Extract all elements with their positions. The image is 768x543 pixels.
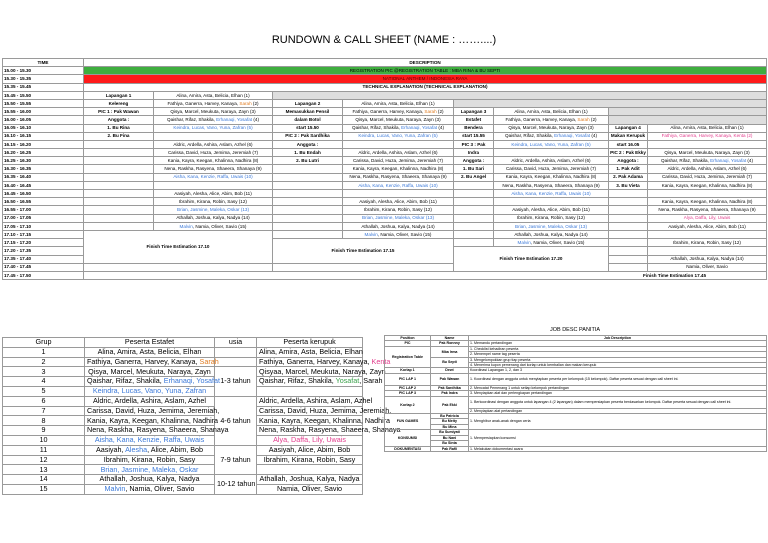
group-cell bbox=[343, 108, 454, 116]
group-cell: Nena, Raskha, Rasyena, Shaeera, Shanaya (9) bbox=[343, 173, 454, 181]
table-cell: Erhanaqi, Yosafat bbox=[710, 158, 747, 164]
group-cell bbox=[494, 116, 609, 124]
table-cell: Bu Nani bbox=[431, 435, 469, 440]
table-cell: Koordinasi Lapangan 1, 2, dan 3 bbox=[469, 368, 767, 373]
table-cell: (2) bbox=[436, 108, 444, 114]
rundown-table bbox=[2, 58, 767, 280]
table-cell: 11 bbox=[3, 445, 85, 455]
lap2-label: Memasukkan Pensil bbox=[273, 108, 343, 116]
table-cell: 2. Mencatat Pemenang 1 untuk setiap kelompok pertandingan bbox=[469, 385, 767, 390]
table-cell: Pak Indra bbox=[431, 391, 469, 396]
table-cell: 1-3 tahun bbox=[215, 367, 257, 396]
group-cell: Namia, Oliver, Savio bbox=[648, 263, 767, 271]
table-row bbox=[3, 475, 363, 485]
table-cell: Ibrahim, Kirana, Robin, Sasy bbox=[85, 455, 215, 465]
table-row bbox=[3, 416, 363, 426]
time-cell: 16.50 - 16.55 bbox=[3, 198, 84, 206]
table-cell: Aldric, Ardella, Ashira, Aslam, Azhel bbox=[85, 396, 215, 406]
table-row bbox=[3, 367, 363, 377]
table-cell: Kania, Kayra, Keegan, Khalinna, Nadhira bbox=[85, 416, 215, 426]
lap4-label: 3. Bu Vieta bbox=[609, 181, 648, 189]
lap3-label: Estafet bbox=[454, 116, 494, 124]
table-row bbox=[3, 357, 363, 367]
lap1-label: Anggota : bbox=[84, 116, 154, 124]
time-cell: 15.55 - 16.00 bbox=[3, 108, 84, 116]
group-cell: Athallah, Joshua, Kalya, Nadya (14) bbox=[494, 230, 609, 238]
table-cell: 9 bbox=[3, 426, 85, 436]
group-cell: Alina, Amira, Asta, Belicia, Elhan (1) bbox=[494, 108, 609, 116]
group-cell: Brian, Jasmine, Maleka, Oskar (13) bbox=[494, 222, 609, 230]
time-cell: 16.40 - 16.45 bbox=[3, 181, 84, 189]
time-cell: 15.00 - 15.30 bbox=[3, 67, 84, 75]
table-cell: Sarah bbox=[239, 100, 252, 106]
lap4-label: 1. Pak Adit bbox=[609, 165, 648, 173]
table-cell: Alya, Daffa, Lily, Uwais bbox=[257, 435, 363, 445]
table-cell: Qaishar, Rifaz, Shakila, bbox=[505, 133, 555, 139]
table-cell: 7 bbox=[3, 406, 85, 416]
table-row bbox=[385, 396, 767, 408]
group-cell: Aldric, Ardella, Ashira, Aslam, Azhel (6) bbox=[494, 157, 609, 165]
table-cell: Alina, Amira, Asta, Belicia, Elhan bbox=[85, 347, 215, 357]
group-cell: Qisya, Marcel, Meukuta, Naraya, Zayn (3) bbox=[494, 124, 609, 132]
time-cell: 16.20 - 16.25 bbox=[3, 149, 84, 157]
time-cell: 16.30 - 16.35 bbox=[3, 165, 84, 173]
lap2-label: 1. Bu Endah bbox=[273, 149, 343, 157]
group-cell: Keindra, Lucas, Vano, Yuna, Zafran (5) bbox=[154, 124, 273, 132]
table-cell: 1. Menghibur anak-anak dengan ceria bbox=[469, 414, 767, 430]
table-cell: Yosafat bbox=[335, 376, 360, 386]
lap2-label: 2. Bu Lutri bbox=[273, 157, 343, 165]
table-cell: (2) bbox=[589, 117, 597, 123]
group-cell: Carissa, David, Huza, Jemima, Jeremiah (7) bbox=[154, 149, 273, 157]
group-cell: Ibrahim, Kirana, Robin, Sasy (12) bbox=[648, 239, 767, 247]
table-cell: 4. Menerima kupon pemenang dari korlap untuk kembalian dan makan kerupuk bbox=[469, 363, 767, 368]
table-row bbox=[3, 396, 363, 406]
table-cell: Fathiya, Ganerra, Harvey, Kanaya, bbox=[352, 108, 425, 114]
lap3-label: 1. Bu Sari bbox=[454, 165, 494, 173]
table-cell: 10-12 tahun bbox=[215, 475, 257, 495]
table-cell: 3. Mengelompokkan grup tiap peserta bbox=[469, 357, 767, 362]
group-cell: Kania, Kayra, Keegan, Khalinna, Nadhira (8) bbox=[343, 165, 454, 173]
time-cell: 17.05 - 17.10 bbox=[3, 222, 84, 230]
time-cell: 16.05 - 16.10 bbox=[3, 124, 84, 132]
table-cell: Registration Table bbox=[385, 346, 431, 368]
time-cell: 16.25 - 16.30 bbox=[3, 157, 84, 165]
time-cell: 17.10 - 17.15 bbox=[3, 230, 84, 238]
group-cell: Alina, Amira, Asta, Belicia, Elhan (1) bbox=[343, 99, 454, 107]
finish-note: Finish Time Estimation 17.20 bbox=[454, 247, 609, 272]
table-cell: Bu Sinta bbox=[431, 441, 469, 446]
time-header: TIME bbox=[3, 59, 84, 67]
table-cell: Erhanaqi, Yosafat bbox=[401, 125, 438, 131]
description-header: DESCRIPTION bbox=[84, 59, 767, 67]
table-row bbox=[3, 377, 363, 387]
lap2-label: PIC 2 : Pak Sardhika bbox=[273, 132, 343, 140]
group-cell: Carissa, David, Huza, Jemima, Jeremiah (7) bbox=[648, 173, 767, 181]
lap1-label: 2. Bu Fina bbox=[84, 132, 154, 140]
finish-note: Finish Time Estimation 17.45 bbox=[84, 271, 767, 279]
table-row bbox=[385, 446, 767, 451]
lap3-label: Indra bbox=[454, 149, 494, 157]
table-cell: Namia, Oliver, Savio bbox=[257, 484, 363, 494]
table-cell: 14 bbox=[3, 475, 85, 485]
group-cell: Ibrahim, Kirana, Robin, Sasy (12) bbox=[494, 214, 609, 222]
table-cell: 2. Menyiapkan alat pertandingan bbox=[469, 408, 767, 413]
table-cell: Qaishar, Rifaz, Shakila, bbox=[87, 376, 164, 386]
table-row bbox=[385, 373, 767, 385]
table-cell: Nena, Raskha, Rasyena, Shaeera, Shanaya bbox=[257, 426, 363, 436]
table-cell: Dewi bbox=[431, 368, 469, 373]
table-cell: Aisha, Kana, Kenzie, Raffa, Uwais bbox=[85, 435, 215, 445]
table-cell: Malvin bbox=[517, 239, 531, 245]
table-row bbox=[3, 445, 363, 455]
group-cell: Qisya, Marcel, Meukuta, Naraya, Zayn (3) bbox=[343, 116, 454, 124]
table-cell: Fathiya, Ganerra, Harvey, Kanaya, bbox=[505, 117, 578, 123]
table-cell: Bu Sumiyati bbox=[431, 430, 469, 435]
registration-bar: REGISTRATION PIC @REGISTRATION TABLE : MBA RINA & BU SEPTI bbox=[84, 67, 767, 75]
lap1-label: 1. Bu Rina bbox=[84, 124, 154, 132]
lap4-label: Anggota : bbox=[609, 157, 648, 165]
group-cell: Brian, Jasmine, Maleka, Oskar (13) bbox=[343, 214, 454, 222]
table-cell: , Namia, Oliver, Savio (15) bbox=[377, 231, 432, 237]
lap4-label: start 16.05 bbox=[609, 140, 648, 148]
table-cell: Malvin bbox=[104, 484, 126, 494]
table-cell: (4) bbox=[437, 125, 444, 131]
group-cell: Aasiyah, Alesha, Alice, Abim, Bob (11) bbox=[343, 198, 454, 206]
table-cell: Qisya, Marcel, Meukuta, Naraya, Zayn bbox=[85, 367, 215, 377]
table-cell: 5 bbox=[3, 386, 85, 396]
lap3-label: Anggota : bbox=[454, 157, 494, 165]
group-cell: Aisha, Kana, Kenzie, Raffa, Uwais (10) bbox=[494, 190, 609, 198]
table-row bbox=[385, 430, 767, 435]
group-table bbox=[2, 337, 401, 495]
time-cell: 15.35 - 15.45 bbox=[3, 83, 84, 91]
time-cell: 17.00 - 17.05 bbox=[3, 214, 84, 222]
table-cell: PIC bbox=[385, 341, 431, 346]
table-cell: Ibrahim, Kirana, Robin, Sasy bbox=[257, 455, 363, 465]
column-header: usia bbox=[215, 338, 257, 348]
column-header: Name bbox=[431, 336, 469, 341]
time-cell: 16.35 - 16.40 bbox=[3, 173, 84, 181]
group-cell: Alina, Amira, Asta, Belicia, Elhan (1) bbox=[648, 124, 767, 132]
group-cell bbox=[494, 132, 609, 140]
table-cell: Kenta bbox=[371, 356, 391, 366]
table-cell: 2 bbox=[3, 357, 85, 367]
table-cell: Sarah bbox=[199, 356, 219, 366]
group-cell bbox=[154, 222, 273, 230]
table-cell: Aasiyah, Alice, Abim, Bob bbox=[257, 445, 363, 455]
table-cell: Pak Wawan bbox=[431, 373, 469, 385]
column-header: Position bbox=[385, 336, 431, 341]
table-row bbox=[3, 484, 363, 494]
job-desc-title: JOB DESC PANITIA bbox=[549, 327, 601, 333]
lap4-label: Lapangan 4 bbox=[609, 124, 648, 132]
table-cell: Qaishar, Rifaz, Shakila, bbox=[259, 376, 336, 386]
table-cell: (2) bbox=[251, 100, 259, 106]
table-row bbox=[3, 406, 363, 416]
tech-bar: TECHNICAL EXPLANATION (TECHNICAL EXPLANATION) bbox=[84, 83, 767, 91]
time-cell: 16.15 - 16.20 bbox=[3, 140, 84, 148]
group-cell: Nena, Raskha, Rasyena, Shaeera, Shanaya (9) bbox=[154, 165, 273, 173]
job-desc-table bbox=[384, 335, 767, 452]
table-cell: Erhanaqi, Yosafat bbox=[216, 117, 253, 123]
table-cell: , Sarah bbox=[359, 376, 383, 386]
group-cell: Kania, Kayra, Keegan, Khalinna, Nadhira (8) bbox=[648, 198, 767, 206]
column-header: Peserta kerupuk bbox=[257, 338, 363, 348]
table-cell: Pak Ekki bbox=[431, 396, 469, 413]
table-cell: 10 bbox=[3, 435, 85, 445]
table-cell: Bu Meity bbox=[431, 419, 469, 424]
group-cell: Carissa, David, Huza, Jemima, Jeremiah (7) bbox=[494, 165, 609, 173]
table-cell: Korlap 1 bbox=[385, 368, 431, 373]
table-cell: PIC LAP 1 bbox=[385, 373, 431, 385]
table-cell: 2. Menempel name tag peserta bbox=[469, 352, 767, 357]
table-row bbox=[3, 455, 363, 465]
table-cell: Pak Ronnny bbox=[431, 341, 469, 346]
table-cell: 3. Menyiapkan alat dan perlengkapan pertandingan bbox=[469, 391, 767, 396]
finish-note: Finish Time Estimation 17.10 bbox=[84, 230, 273, 263]
table-cell: PIC LAP 3 bbox=[385, 391, 431, 396]
group-cell bbox=[343, 230, 454, 238]
lap3-label: 2. Bu Angel bbox=[454, 173, 494, 181]
table-cell: , Alice, Abim, Bob bbox=[147, 445, 204, 455]
group-cell: Aasiyah, Alesha, Alice, Abim, Bob (11) bbox=[494, 206, 609, 214]
group-cell: Aldric, Ardella, Ashira, Aslam, Azhel (6) bbox=[343, 149, 454, 157]
time-cell: 17.35 - 17.40 bbox=[3, 255, 84, 263]
table-cell: KONSUMSI bbox=[385, 430, 431, 446]
lap2-label: Anggota : bbox=[273, 140, 343, 148]
lap1-label: PIC 1 : Pak Wawan bbox=[84, 108, 154, 116]
group-cell: Brian, Jasmine, Maleka, Oskar (13) bbox=[154, 206, 273, 214]
table-cell: Athallah, Joshua, Kalya, Nadya bbox=[257, 475, 363, 485]
table-cell: Nena, Raskha, Rasyena, Shaeera, Shanaya bbox=[85, 426, 215, 436]
lap4-label: PIC 2 : Pak Ekky bbox=[610, 149, 646, 155]
group-cell: Qisya, Marcel, Meukuta, Naraya, Zayn (3) bbox=[648, 149, 767, 157]
table-cell: 12 bbox=[3, 455, 85, 465]
lap4-label: 2. Pak Adama bbox=[609, 173, 648, 181]
table-cell: 3 bbox=[3, 367, 85, 377]
table-cell: Erhanaqi, Yosafat bbox=[554, 133, 591, 139]
time-cell: 15.50 - 15.55 bbox=[3, 99, 84, 107]
lap2-label: Lapangan 2 bbox=[273, 99, 343, 107]
table-cell: Brian, Jasmine, Maleka, Oskar bbox=[85, 465, 215, 475]
table-cell: Qaishar, Rifaz, Shakila, bbox=[352, 125, 402, 131]
group-cell bbox=[154, 99, 273, 107]
group-cell: Qisya, Marcel, Meukuta, Naraya, Zayn (3) bbox=[154, 108, 273, 116]
table-cell: 15 bbox=[3, 484, 85, 494]
group-cell: Kania, Kayra, Keegan, Khalinna, Nadhira (8) bbox=[494, 173, 609, 181]
time-cell: 16.45 - 16.50 bbox=[3, 190, 84, 198]
table-cell: Sarah bbox=[577, 117, 590, 123]
table-cell: 7-9 tahun bbox=[215, 445, 257, 474]
table-cell: , Namia, Oliver, Savio (15) bbox=[530, 239, 585, 245]
table-cell: Erhanaqi, Yosafat bbox=[163, 376, 221, 386]
group-cell: Ibrahim, Kirana, Robin, Sasy (12) bbox=[154, 198, 273, 206]
time-cell: 17.20 - 17.35 bbox=[3, 247, 84, 255]
time-cell: 15.30 - 15.35 bbox=[3, 75, 84, 83]
group-cell: Alya, Daffa, Lily, Uwais bbox=[648, 214, 767, 222]
time-cell: 17.15 - 17.20 bbox=[3, 239, 84, 247]
table-cell: Carissa, David, Huza, Jemima, Jeremiah, bbox=[85, 406, 215, 416]
table-cell: 4-6 tahun bbox=[215, 396, 257, 445]
table-cell: Alesha bbox=[125, 445, 148, 455]
table-cell: 1. Melakukan dokumentasi acara bbox=[469, 446, 767, 451]
table-cell: Bu Mina bbox=[431, 424, 469, 429]
group-cell: Keindra, Lucas, Vano, Yuna, Zafran (5) bbox=[343, 132, 454, 140]
anthem-bar: NATIONAL ANTHEM / INDONESIA RAYA bbox=[84, 75, 767, 83]
lap3-label: PIC 3 : Pak bbox=[454, 140, 494, 148]
group-cell: Keindra, Lucas, Vano, Yuna, Zafran (5) bbox=[494, 140, 609, 148]
group-cell: Athallah, Joshua, Kalya, Nadya (14) bbox=[648, 255, 767, 263]
table-cell: 8 bbox=[3, 416, 85, 426]
table-cell: Qisyaa, Marcel, Meukuta, Naraya, Zayn bbox=[257, 367, 363, 377]
lap3-label: Bendera bbox=[454, 124, 494, 132]
table-cell: 1. Koordinasi dengan anggota untuk menyiapkan peserta per kelompok (15 kelompok). Daftar peserta sesuai dengan call sheet ini. bbox=[469, 373, 767, 385]
group-cell: Athallah, Joshua, Kalya, Nadya (14) bbox=[154, 214, 273, 222]
time-cell: 17.40 - 17.45 bbox=[3, 263, 84, 271]
table-cell: Bu Septi bbox=[431, 357, 469, 368]
group-cell: Aasiyah, Alesha, Alice, Abim, Bob (11) bbox=[648, 222, 767, 230]
table-cell: Bu Patricia bbox=[431, 414, 469, 419]
table-cell: PIC LAP 2 bbox=[385, 385, 431, 390]
table-cell: Pak Sardhika bbox=[431, 385, 469, 390]
table-cell: Malvin bbox=[364, 231, 378, 237]
group-cell: Fathiya, Ganerra, Harvey, Kanaya, Kenta (2) bbox=[648, 132, 767, 140]
lap4-label: Makan Kerupuk bbox=[609, 132, 648, 140]
group-cell: Aasiyah, Alesha, Alice, Abim, Bob (11) bbox=[154, 190, 273, 198]
table-cell: , Namia, Oliver, Savio (15) bbox=[192, 223, 247, 229]
table-cell: Aasiyah, bbox=[95, 445, 126, 455]
time-cell: 16.55 - 17.00 bbox=[3, 206, 84, 214]
table-cell: 6 bbox=[3, 396, 85, 406]
table-row bbox=[3, 426, 363, 436]
group-cell: Aldric, Ardella, Ashira, Aslam, Azhel (6) bbox=[648, 165, 767, 173]
table-cell: Qaishar, Rifaz, Shakila, bbox=[167, 117, 217, 123]
group-cell: Aisha, Kana, Kenzie, Raffa, Uwais (10) bbox=[343, 181, 454, 189]
table-cell: 1 bbox=[3, 347, 85, 357]
lap3-label: start 15.55 bbox=[454, 132, 494, 140]
table-cell: Fathiya, Ganerra, Harvey, Kanaya, bbox=[87, 356, 200, 366]
table-cell: FUN GAMES bbox=[385, 414, 431, 430]
group-cell: Aldric, Ardella, Ashira, Aslam, Azhel (6) bbox=[154, 140, 273, 148]
lap2-label: dalam Botol bbox=[273, 116, 343, 124]
table-cell: Mba Irma bbox=[431, 346, 469, 357]
column-header: Job Description bbox=[469, 336, 767, 341]
table-cell: DOKUMENTASI bbox=[385, 446, 431, 451]
group-cell bbox=[648, 157, 767, 165]
table-cell: 1. Mempersiapkan konsumsi bbox=[469, 430, 767, 446]
table-cell: Qaishar, Rifaz, Shakila, bbox=[661, 158, 711, 164]
table-cell: Korlap 2 bbox=[385, 396, 431, 413]
table-cell: Kania, Kayra, Keegan, Khalinna, Nadhira bbox=[257, 416, 363, 426]
table-cell: 4 bbox=[3, 377, 85, 387]
time-cell: 16.00 - 16.05 bbox=[3, 116, 84, 124]
group-cell: Aisha, Kana, Kenzie, Raffa, Uwais (10) bbox=[154, 173, 273, 181]
table-row bbox=[3, 465, 363, 475]
lap3-label: Lapangan 3 bbox=[454, 108, 494, 116]
table-cell: , Namia, Oliver, Savio bbox=[125, 484, 195, 494]
group-cell bbox=[343, 124, 454, 132]
table-cell: Carissa, David, Huza, Jemima, Jeremiah, bbox=[257, 406, 363, 416]
table-cell: Keindra, Lucas, Vano, Yuna, Zafran bbox=[85, 386, 215, 396]
table-cell: Fathiya, Ganerra, Harvey, Kanaya, bbox=[259, 356, 372, 366]
group-cell: Kania, Kayra, Keegan, Khalinna, Nadhira (8) bbox=[648, 181, 767, 189]
table-cell: Athallah, Joshua, Kalya, Nadya bbox=[85, 475, 215, 485]
time-cell: 16.10 - 16.15 bbox=[3, 132, 84, 140]
table-cell: (4) bbox=[252, 117, 259, 123]
table-cell: (4) bbox=[746, 158, 753, 164]
group-cell: Athallah, Joshua, Kalya, Nadya (14) bbox=[343, 222, 454, 230]
table-cell: Alina, Amira, Asta, Belicia, Elhan bbox=[257, 347, 363, 357]
table-row bbox=[3, 347, 363, 357]
group-cell: Nena, Raskha, Rasyena, Shaeera, Shanaya (9) bbox=[648, 206, 767, 214]
group-cell: Ibrahim, Kirana, Robin, Sasy (12) bbox=[343, 206, 454, 214]
table-cell: 1. Checklist kehadiran peserta bbox=[469, 346, 767, 351]
column-header: Peserta Estafet bbox=[85, 338, 215, 348]
table-row bbox=[3, 435, 363, 445]
time-cell: 15.45 - 15.50 bbox=[3, 91, 84, 99]
table-cell: Aldric, Ardella, Ashira, Aslam, Azhel bbox=[257, 396, 363, 406]
table-cell: Sarah bbox=[424, 108, 437, 114]
table-cell: Malvin bbox=[179, 223, 193, 229]
finish-note: Finish Time Estimation 17.15 bbox=[273, 239, 454, 264]
table-cell: Pak Rafli bbox=[431, 446, 469, 451]
column-header: Grup bbox=[3, 338, 85, 348]
group-cell: Kania, Kayra, Keegan, Khalinna, Nadhira (8) bbox=[154, 157, 273, 165]
group-cell bbox=[494, 239, 609, 247]
group-cell: Alina, Amira, Asta, Belicia, Elhan (1) bbox=[154, 91, 273, 99]
table-cell: 13 bbox=[3, 465, 85, 475]
group-cell: Carissa, David, Huza, Jemima, Jeremiah (7) bbox=[343, 157, 454, 165]
table-cell: 1. Memandu pertandingan bbox=[469, 341, 767, 346]
lap2-label: start 15.50 bbox=[273, 124, 343, 132]
table-cell: (4) bbox=[590, 133, 597, 139]
table-row bbox=[3, 386, 363, 396]
table-cell: 1. Berkoordinasi dengan anggota untuk lapangan 4 (2 lapangan) dalam mempersiapkan peserta berdasarkan kelompok. Daftar peserta sesuai dengan call sheet ini. bbox=[469, 396, 767, 408]
table-cell: Fathiya, Ganerra, Harvey, Kanaya, bbox=[167, 100, 240, 106]
group-cell: Nena, Raskha, Rasyena, Shaeera, Shanaya (9) bbox=[494, 181, 609, 189]
lap1-label: Kelereng bbox=[84, 99, 154, 107]
lap1-label: Lapangan 1 bbox=[84, 91, 154, 99]
time-cell: 17.45 - 17.50 bbox=[3, 271, 84, 279]
page-title: RUNDOWN & CALL SHEET (NAME : ……....) bbox=[271, 34, 497, 46]
group-cell bbox=[154, 116, 273, 124]
table-row bbox=[385, 414, 767, 419]
